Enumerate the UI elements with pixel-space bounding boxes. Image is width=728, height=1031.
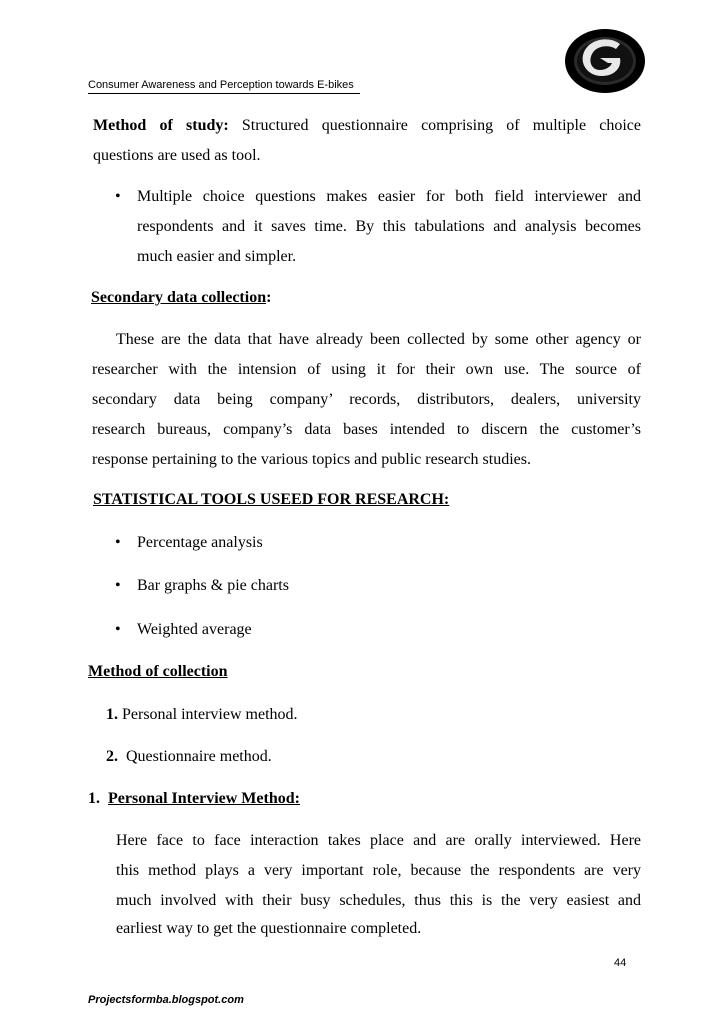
bullet-icon: • xyxy=(115,534,121,551)
personal-line-3: much involved with their busy schedules, thus this is the very easiest and xyxy=(116,892,641,909)
bullet-icon: • xyxy=(115,577,121,594)
collection-item-2 xyxy=(106,747,272,767)
tools-item-1: Percentage analysis xyxy=(137,534,263,551)
collection-item-1 xyxy=(106,705,298,725)
tools-item-3: Weighted average xyxy=(137,621,252,638)
method-of-study-label: Method of study: xyxy=(93,117,229,134)
personal-heading-text: Personal Interview Method: xyxy=(108,790,300,807)
collection-item-1-text: Personal interview method. xyxy=(122,706,298,723)
secondary-heading xyxy=(91,288,271,308)
secondary-line-3: secondary data being company’ records, distributors, dealers, university xyxy=(92,391,641,408)
mcq-line-3: much easier and simpler. xyxy=(137,248,297,265)
method-of-study-line-2: questions are used as tool. xyxy=(93,147,261,164)
method-of-study-text: Structured questionnaire comprising of multiple choice xyxy=(241,117,641,134)
method-of-study-line-1 xyxy=(93,116,641,136)
running-header: Consumer Awareness and Perception towards E-bikes xyxy=(88,79,360,94)
logo-icon xyxy=(564,28,646,94)
personal-line-2: this method plays a very important role, because the respondents are very xyxy=(116,862,641,879)
secondary-line-4: research bureaus, company’s data bases intended to discern the customer’s xyxy=(92,421,641,438)
collection-item-1-num: 1. xyxy=(106,706,118,723)
mcq-line-2: respondents and it saves time. By this tabulations and analysis becomes xyxy=(137,218,641,235)
bullet-icon: • xyxy=(115,621,121,638)
personal-line-4: earliest way to get the questionnaire completed. xyxy=(116,920,422,937)
page-number: 44 xyxy=(614,957,627,969)
secondary-line-5: response pertaining to the various topics and public research studies. xyxy=(92,451,531,468)
tools-heading: STATISTICAL TOOLS USEED FOR RESEARCH: xyxy=(93,491,450,508)
secondary-line-1: These are the data that have already been collected by some other agency or xyxy=(116,331,641,348)
footer-text: Projectsformba.blogspot.com xyxy=(88,994,244,1006)
secondary-line-2: researcher with the intension of using it for their own use. The source of xyxy=(92,361,641,378)
bullet-icon: • xyxy=(115,188,121,205)
personal-heading xyxy=(88,789,300,809)
personal-line-1: Here face to face interaction takes place and are orally interviewed. Here xyxy=(116,832,641,849)
personal-heading-num: 1. xyxy=(88,790,100,807)
collection-heading: Method of collection xyxy=(88,663,228,680)
secondary-heading-colon: : xyxy=(266,289,272,306)
collection-item-2-num: 2. xyxy=(106,748,118,765)
tools-item-2: Bar graphs & pie charts xyxy=(137,577,289,594)
secondary-heading-text: Secondary data collection xyxy=(91,289,267,306)
collection-item-2-text: Questionnaire method. xyxy=(126,748,272,765)
mcq-line-1: Multiple choice questions makes easier for both field interviewer and xyxy=(137,188,641,205)
